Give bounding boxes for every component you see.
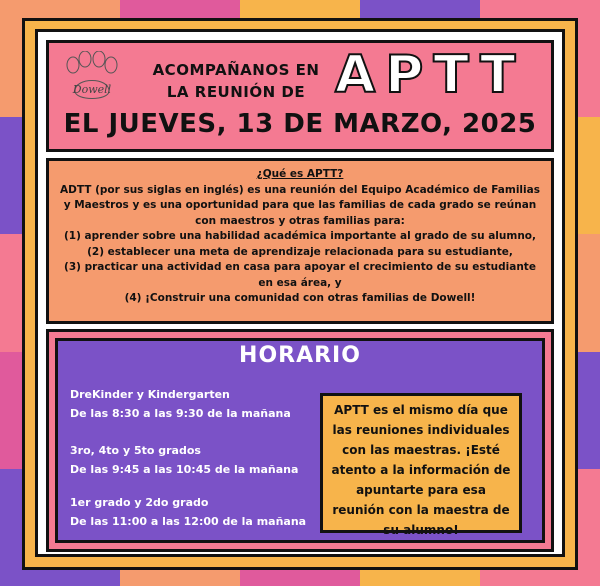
schedule-note: APTT es el mismo día que las reuniones individuales con las maestras. ¡Esté atento a la información de apuntarte para esa reunión con la maestra de su alumno!: [320, 393, 522, 533]
slot-group: DreKinder y Kindergarten: [70, 388, 230, 401]
schedule-slot: [70, 493, 320, 531]
join-line-2: LA REUNIÓN DE: [166, 83, 306, 101]
flyer-frame: [22, 18, 578, 570]
header-panel: [46, 40, 554, 152]
slot-time: De las 8:30 a las 9:30 de la mañana: [70, 407, 291, 420]
what-item-1: (1) aprender sobre una habilidad académica importante al grado de su alumno,: [64, 230, 536, 242]
logo-text: Dowell: [72, 83, 112, 96]
schedule-title: HORARIO: [239, 343, 361, 368]
what-item-3: (3) practicar una actividad en casa para apoyar el crecimiento de su estudiante en esa área, y: [64, 261, 536, 289]
slot-group: 3ro, 4to y 5to grados: [70, 444, 201, 457]
join-text: [141, 59, 331, 103]
event-date: EL JUEVES, 13 DE MARZO, 2025: [63, 109, 537, 139]
what-question: ¿Qué es APTT?: [256, 168, 344, 180]
slot-time: De las 9:45 a las 10:45 de la mañana: [70, 463, 299, 476]
what-intro: ADTT (por sus siglas en inglés) es una reunión del Equipo Académico de Familias y Maestros y es una oportunidad para que las familias de cada grado se reúnan con maestros y otras familias para:: [60, 183, 540, 227]
slot-group: 1er grado y 2do grado: [70, 496, 209, 509]
join-line-1: ACOMPAÑANOS EN: [152, 61, 320, 79]
what-item-2: (2) establecer una meta de aprendizaje relacionada para su estudiante,: [87, 245, 513, 258]
schedule-panel: [46, 329, 554, 552]
slot-time: De las 11:00 a las 12:00 de la mañana: [70, 515, 307, 528]
paw-print-icon: [61, 51, 123, 109]
what-item-4: (4) ¡Construir una comunidad con otras familias de Dowell!: [124, 292, 476, 304]
what-is-aptt-panel: [46, 158, 554, 324]
flyer-card: [35, 29, 565, 557]
aptt-title: APTT: [335, 45, 526, 105]
schedule-slot: [70, 441, 320, 479]
schedule-box: [55, 338, 545, 543]
schedule-slot: [70, 385, 320, 423]
